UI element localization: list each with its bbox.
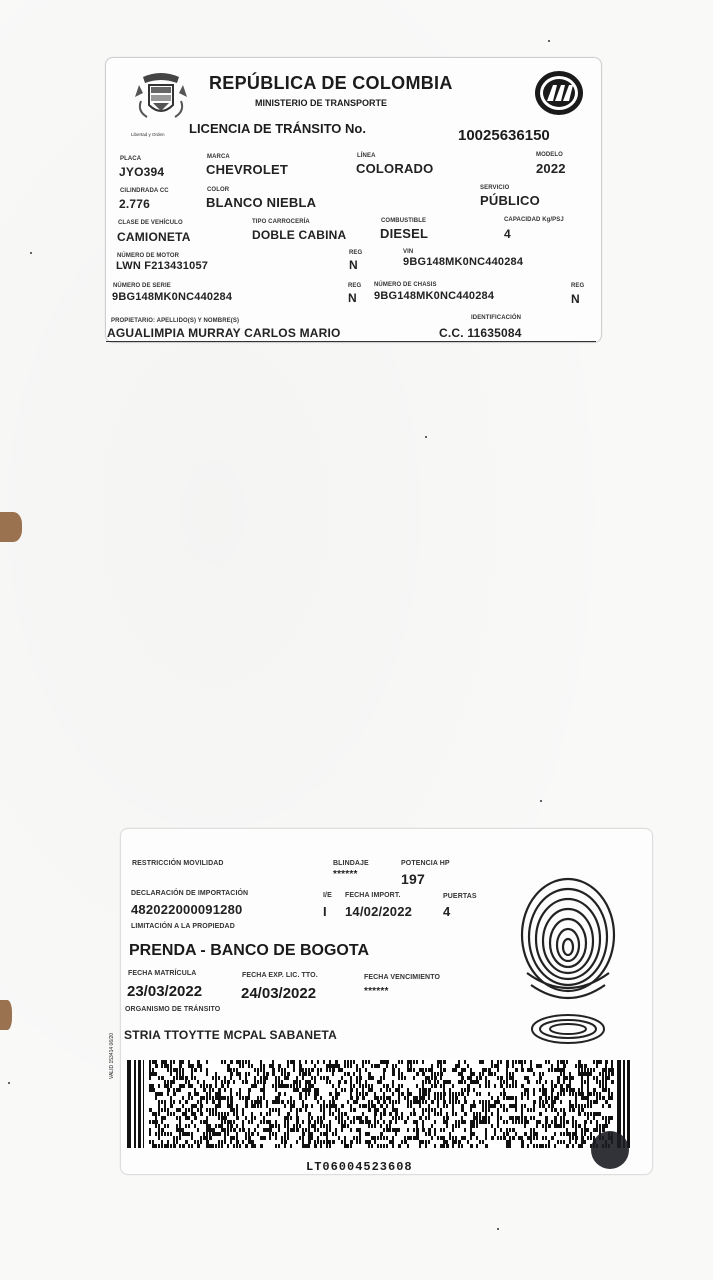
punch-hole: [0, 1000, 12, 1030]
cilindrada-value: 2.776: [119, 197, 151, 211]
clase-value: CAMIONETA: [117, 230, 191, 244]
capacidad-value: 4: [504, 227, 511, 241]
placa-label: PLACA: [120, 156, 142, 162]
coat-of-arms-icon: [133, 71, 189, 125]
fecha-matricula-value: 23/03/2022: [127, 983, 203, 1000]
placa-value: JYO394: [119, 165, 165, 179]
reg-serie-label: REG: [348, 283, 362, 289]
pdf417-barcode: [127, 1060, 632, 1148]
linea-label: LÍNEA: [357, 153, 376, 159]
ie-value: I: [323, 904, 327, 919]
propietario-value: AGUALIMPIA MURRAY CARLOS MARIO: [107, 326, 341, 340]
potencia-value: 197: [401, 871, 425, 887]
marca-value: CHEVROLET: [206, 162, 288, 177]
blindaje-label: BLINDAJE: [333, 860, 369, 867]
fecha-exp-value: 24/03/2022: [241, 985, 317, 1002]
divider: [106, 341, 596, 342]
license-title: LICENCIA DE TRÁNSITO No.: [189, 121, 366, 136]
lt-number: LT06004523608: [306, 1160, 413, 1174]
speck: [548, 40, 550, 42]
color-value: BLANCO NIEBLA: [206, 195, 317, 210]
fecha-import-label: FECHA IMPORT.: [345, 892, 401, 899]
restriccion-label: RESTRICCIÓN MOVILIDAD: [132, 860, 224, 867]
license-card-front: [105, 57, 602, 343]
importacion-label: DECLARACIÓN DE IMPORTACIÓN: [131, 890, 249, 897]
identificacion-value: C.C. 11635084: [439, 326, 522, 340]
clase-label: CLASE DE VEHÍCULO: [118, 220, 183, 226]
fingerprint-icon: [513, 873, 623, 1053]
chasis-value: 9BG148MK0NC440284: [374, 290, 495, 302]
modelo-value: 2022: [536, 161, 566, 176]
capacidad-label: CAPACIDAD Kg/PSJ: [504, 217, 564, 223]
serie-value: 9BG148MK0NC440284: [112, 291, 233, 303]
serie-label: NÚMERO DE SERIE: [113, 283, 171, 289]
license-card-back: [109, 828, 653, 1175]
combustible-value: DIESEL: [380, 226, 429, 241]
speck: [8, 1082, 10, 1084]
linea-value: COLORADO: [356, 161, 434, 176]
fecha-matricula-label: FECHA MATRÍCULA: [128, 970, 197, 977]
country-title: REPÚBLICA DE COLOMBIA: [209, 73, 453, 93]
reg-serie-value: N: [348, 291, 357, 305]
punch-hole: [0, 512, 22, 542]
fecha-exp-label: FECHA EXP. LIC. TTO.: [242, 972, 318, 979]
cilindrada-label: CILINDRADA CC: [120, 188, 169, 194]
vin-label: VIN: [403, 249, 414, 255]
motor-label: NÚMERO DE MOTOR: [117, 253, 180, 259]
modelo-label: MODELO: [536, 152, 563, 158]
reg-chasis-label: REG: [571, 283, 585, 289]
ie-label: I/E: [323, 892, 332, 899]
fecha-venc-label: FECHA VENCIMIENTO: [364, 974, 440, 981]
servicio-value: PÚBLICO: [480, 193, 540, 208]
puertas-value: 4: [443, 904, 451, 919]
license-number: 10025636150: [458, 127, 550, 144]
motto-text: Libertad y Orden: [131, 132, 165, 137]
importacion-value: 482022000091280: [131, 902, 243, 917]
validity-note: VALID 153414 06/20: [109, 1032, 115, 1079]
speck: [30, 252, 32, 254]
ministry-title: MINISTERIO DE TRANSPORTE: [255, 98, 388, 108]
transit-logo-icon: [533, 69, 585, 117]
limitacion-label: LIMITACIÓN A LA PROPIEDAD: [131, 923, 235, 930]
vin-value: 9BG148MK0NC440284: [403, 256, 524, 268]
hologram-dot: [591, 1131, 629, 1169]
propietario-label: PROPIETARIO: APELLIDO(S) Y NOMBRE(S): [111, 318, 240, 324]
chasis-label: NÚMERO DE CHASIS: [374, 282, 437, 288]
organismo-label: ORGANISMO DE TRÁNSITO: [125, 1006, 221, 1013]
potencia-label: POTENCIA HP: [401, 860, 450, 867]
fecha-import-value: 14/02/2022: [345, 904, 413, 919]
identificacion-label: IDENTIFICACIÓN: [471, 315, 522, 321]
reg-motor-value: N: [349, 258, 358, 272]
speck: [497, 1228, 499, 1230]
speck: [540, 800, 542, 802]
marca-label: MARCA: [207, 154, 230, 160]
carroceria-value: DOBLE CABINA: [252, 228, 347, 242]
combustible-label: COMBUSTIBLE: [381, 218, 427, 224]
puertas-label: PUERTAS: [443, 893, 477, 900]
fecha-venc-value: ******: [364, 986, 389, 997]
reg-chasis-value: N: [571, 292, 580, 306]
speck: [425, 436, 427, 438]
blindaje-value: ******: [333, 869, 358, 880]
servicio-label: SERVICIO: [480, 185, 510, 191]
motor-value: LWN F213431057: [116, 260, 209, 272]
reg-motor-label: REG: [349, 250, 363, 256]
organismo-value: STRIA TTOYTTE MCPAL SABANETA: [124, 1028, 337, 1042]
carroceria-label: TIPO CARROCERÍA: [252, 219, 310, 225]
limitacion-value: PRENDA - BANCO DE BOGOTA: [129, 942, 369, 959]
color-label: COLOR: [207, 187, 230, 193]
